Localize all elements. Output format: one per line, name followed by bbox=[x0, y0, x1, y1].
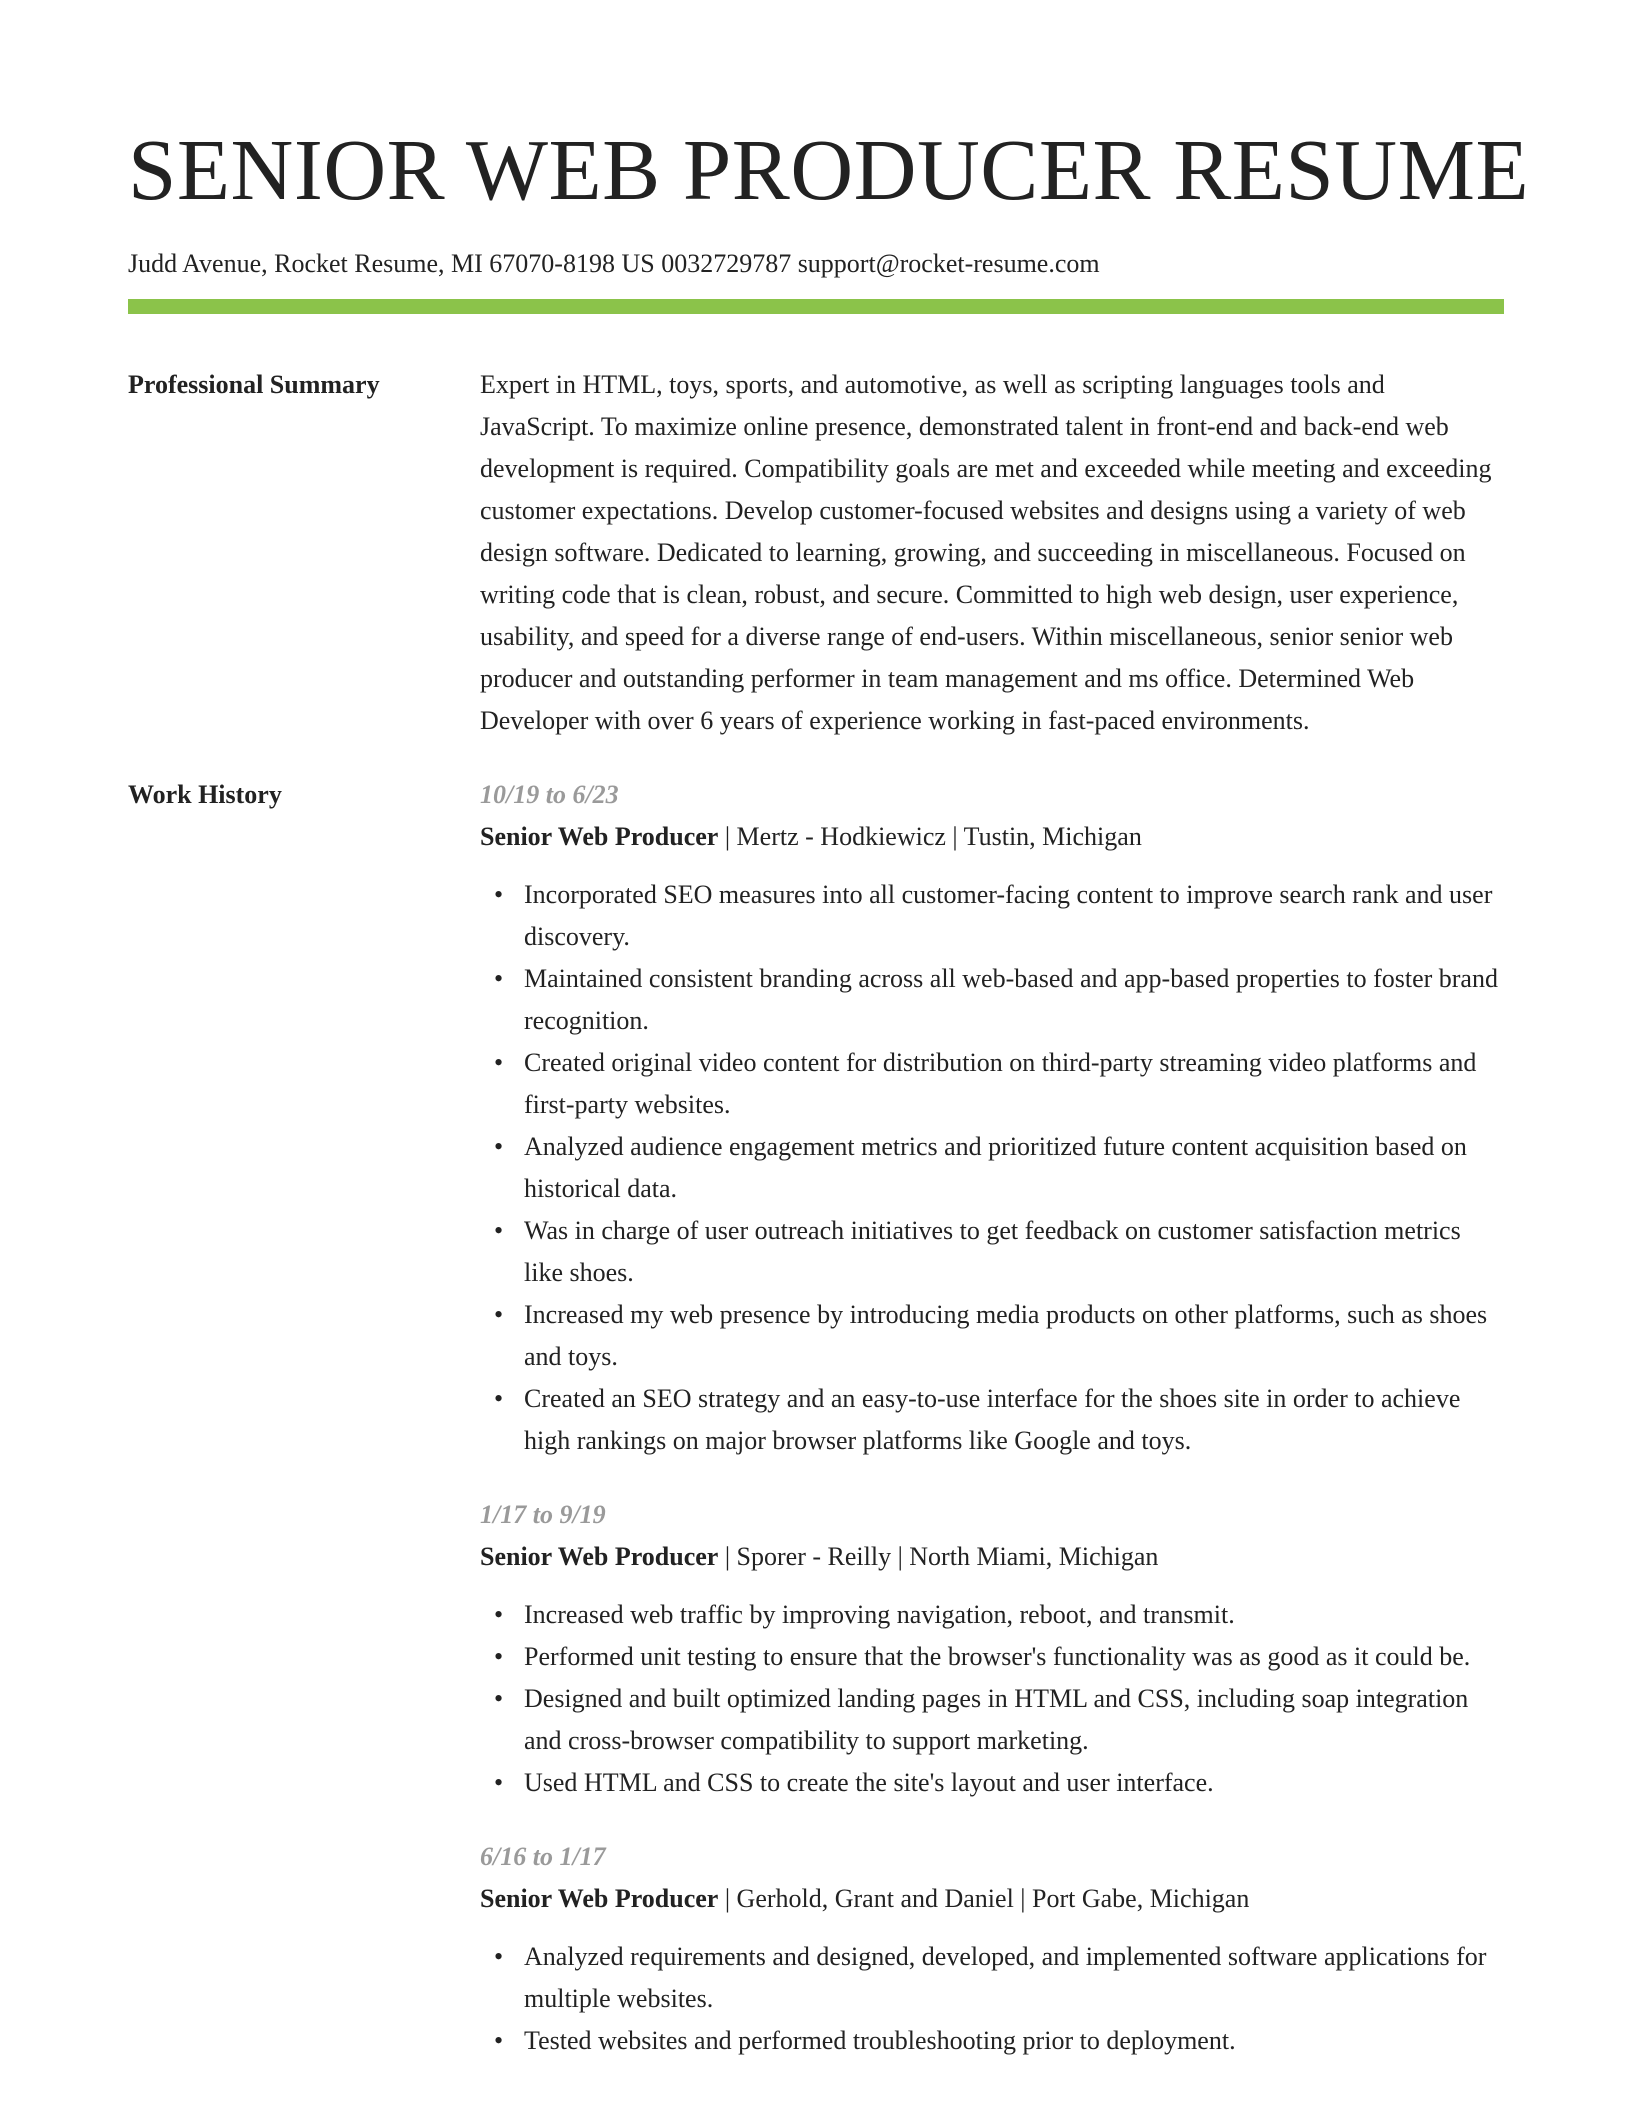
bullet-item: • Increased my web presence by introducing media products on other platforms, such as shoes and toys. bbox=[480, 1294, 1504, 1378]
job-heading bbox=[480, 1536, 1504, 1578]
job-entry bbox=[480, 1836, 1504, 2062]
section-heading-work-history: Work History bbox=[128, 780, 282, 809]
bullet-item: • Maintained consistent branding across all web-based and app-based properties to foster brand recognition. bbox=[480, 958, 1504, 1042]
professional-summary-section bbox=[128, 364, 1504, 742]
bullet-item: • Incorporated SEO measures into all customer-facing content to improve search rank and user discovery. bbox=[480, 874, 1504, 958]
bullet-item: • Performed unit testing to ensure that the browser's functionality was as good as it could be. bbox=[480, 1636, 1504, 1678]
job-bullets bbox=[480, 874, 1504, 1462]
work-history-section bbox=[128, 774, 1504, 2094]
work-history-list bbox=[480, 774, 1504, 2094]
header-divider bbox=[128, 299, 1504, 314]
bullet-item: • Tested websites and performed troubleshooting prior to deployment. bbox=[480, 2020, 1504, 2062]
job-employer-location: | Gerhold, Grant and Daniel | Port Gabe, Michigan bbox=[718, 1884, 1250, 1913]
bullet-item: • Analyzed audience engagement metrics and prioritized future content acquisition based on historical data. bbox=[480, 1126, 1504, 1210]
job-dates: 6/16 to 1/17 bbox=[480, 1842, 606, 1871]
bullet-item: • Created an SEO strategy and an easy-to-use interface for the shoes site in order to achieve high rankings on major browser platforms like Google and toys. bbox=[480, 1378, 1504, 1462]
bullet-item: • Created original video content for distribution on third-party streaming video platforms and first-party websites. bbox=[480, 1042, 1504, 1126]
job-bullets bbox=[480, 1594, 1504, 1804]
job-dates: 10/19 to 6/23 bbox=[480, 780, 619, 809]
section-heading-summary: Professional Summary bbox=[128, 370, 380, 399]
bullet-item: • Used HTML and CSS to create the site's layout and user interface. bbox=[480, 1762, 1504, 1804]
summary-text: Expert in HTML, toys, sports, and automotive, as well as scripting languages tools and JavaScript. To maximize online presence, demonstrated talent in front-end and back-end web development is required. Compatibility goals are met and exceeded while meeting and exceeding customer expectations. Develop customer-focused websites and designs using a variety of web design software. Dedicated to learning, growing, and succeeding in miscellaneous. Focused on writing code that is clean, robust, and secure. Committed to high web design, user experience, usability, and speed for a diverse range of end-users. Within miscellaneous, senior senior web producer and outstanding performer in team management and ms office. Determined Web Developer with over 6 years of experience working in fast-paced environments. bbox=[480, 370, 1492, 735]
contact-info: Judd Avenue, Rocket Resume, MI 67070-8198 US 0032729787 support@rocket-resume.com bbox=[128, 249, 1100, 278]
job-title: Senior Web Producer bbox=[480, 1542, 719, 1571]
job-title: Senior Web Producer bbox=[480, 822, 719, 851]
bullet-item: • Designed and built optimized landing pages in HTML and CSS, including soap integration and cross-browser compatibility to support marketing. bbox=[480, 1678, 1504, 1762]
job-entry bbox=[480, 1494, 1504, 1804]
bullet-item: • Was in charge of user outreach initiatives to get feedback on customer satisfaction metrics like shoes. bbox=[480, 1210, 1504, 1294]
bullet-item: • Analyzed requirements and designed, developed, and implemented software applications for multiple websites. bbox=[480, 1936, 1504, 2020]
job-employer-location: | Sporer - Reilly | North Miami, Michigan bbox=[718, 1542, 1159, 1571]
job-entry bbox=[480, 774, 1504, 1462]
job-heading bbox=[480, 1878, 1504, 1920]
job-bullets bbox=[480, 1936, 1504, 2062]
job-title: Senior Web Producer bbox=[480, 1884, 719, 1913]
job-employer-location: | Mertz - Hodkiewicz | Tustin, Michigan bbox=[718, 822, 1142, 851]
resume-title: SENIOR WEB PRODUCER RESUME bbox=[128, 121, 1530, 218]
job-dates: 1/17 to 9/19 bbox=[480, 1500, 606, 1529]
job-heading bbox=[480, 816, 1504, 858]
bullet-item: • Increased web traffic by improving navigation, reboot, and transmit. bbox=[480, 1594, 1504, 1636]
